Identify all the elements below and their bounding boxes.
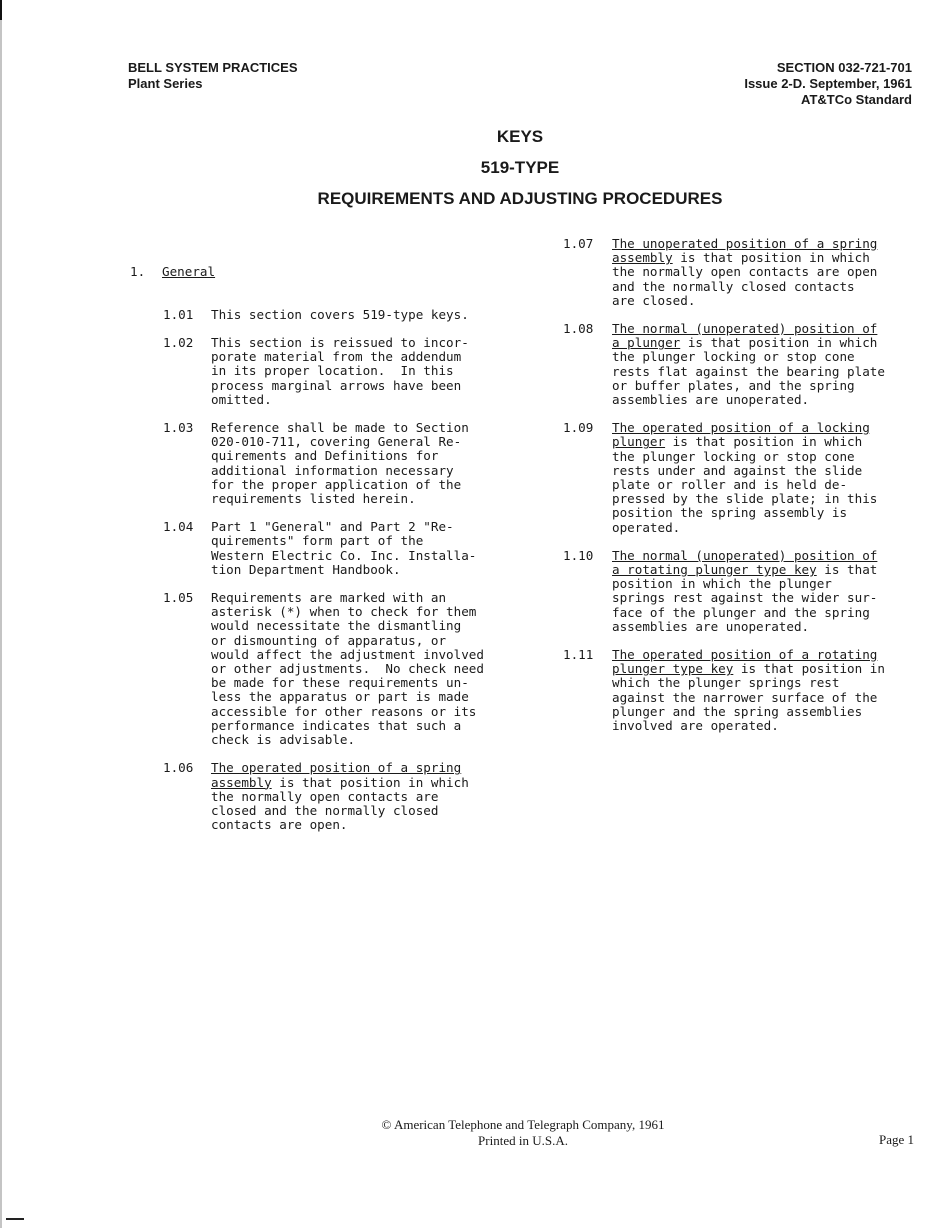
paragraph-body — [211, 308, 469, 322]
paragraph-line: process marginal arrows have been — [211, 377, 462, 393]
document-title: KEYS — [496, 127, 544, 146]
paragraph-line: for the proper application of the — [211, 476, 462, 492]
paragraph-line: the normally open contacts are — [211, 788, 439, 804]
paragraph-line: porate material from the addendum — [211, 349, 462, 365]
defined-term: plunger — [612, 434, 666, 450]
paragraph-line: against the narrower surface of the — [612, 689, 878, 705]
paragraph-line: plunger and the spring assemblies — [612, 703, 863, 719]
paragraph-1-08 — [563, 322, 923, 407]
paragraph-line: rests flat against the bearing plate — [612, 363, 885, 379]
paragraph-1-04 — [130, 520, 520, 577]
paragraph-line: rests under and against the slide — [612, 462, 863, 478]
paragraph-1-02 — [130, 336, 520, 407]
paragraph-line: check is advisable. — [211, 732, 356, 748]
paragraph-line: Reference shall be made to Section — [211, 420, 469, 436]
paragraph-number: 1.02 — [163, 335, 194, 351]
paragraph-line: less the apparatus or part is made — [211, 689, 469, 705]
paragraph-line: accessible for other reasons or its — [211, 703, 477, 719]
paragraph-number: 1.07 — [563, 236, 594, 251]
defined-term: assembly — [612, 250, 673, 266]
defined-term: The normal (unoperated) position of — [612, 321, 878, 337]
paragraph-number: 1.05 — [163, 590, 194, 606]
paragraph-number: 1.06 — [163, 760, 194, 776]
paragraph-body — [211, 591, 484, 747]
defined-term: The operated position of a spring — [211, 760, 462, 776]
line-text: is that position in — [733, 661, 885, 677]
paragraph-line: would necessitate the dismantling — [211, 618, 462, 634]
paragraph-line — [612, 549, 877, 563]
paragraph-body — [211, 520, 476, 577]
paragraph-line: 020-010-711, covering General Re- — [211, 434, 462, 450]
paragraph-line: performance indicates that such a — [211, 717, 462, 733]
paragraph-line: closed and the normally closed — [211, 802, 439, 818]
header-section-number: SECTION 032-721-701 — [776, 60, 912, 75]
defined-term: The operated position of a rotating — [612, 647, 878, 663]
document-subtitle: 519-TYPE — [480, 158, 560, 177]
paragraph-line — [612, 237, 877, 251]
defined-term: The normal (unoperated) position of — [612, 547, 878, 563]
paragraph-1-11 — [563, 648, 923, 733]
paragraph-line: position in which the plunger — [612, 576, 832, 592]
paragraph-line: would affect the adjustment involved — [211, 646, 484, 662]
right-column — [563, 237, 923, 747]
header-left — [128, 60, 298, 92]
paragraph-1-07 — [563, 237, 923, 308]
header-issue: Issue 2-D. September, 1961 — [744, 76, 912, 91]
paragraph-line: springs rest against the wider sur- — [612, 590, 878, 606]
paragraph-line — [612, 563, 877, 577]
paragraph-1-05 — [130, 591, 520, 747]
paragraph-line: in its proper location. In this — [211, 363, 454, 379]
paragraph-line: Part 1 "General" and Part 2 "Re- — [211, 519, 454, 535]
header-series: Plant Series — [128, 76, 203, 91]
paragraph-body — [211, 336, 469, 407]
paragraph-line: assemblies are unoperated. — [612, 392, 810, 408]
paragraph-line — [612, 648, 885, 662]
paragraph-line: involved are operated. — [612, 718, 779, 734]
paragraph-line — [211, 776, 469, 790]
header-right — [744, 60, 912, 108]
paragraph-line: assemblies are unoperated. — [612, 618, 810, 634]
header-standard: AT&TCo Standard — [801, 92, 912, 107]
paragraph-line — [612, 421, 877, 435]
paragraph-line: the normally open contacts are open — [612, 264, 878, 280]
paragraph-body — [211, 761, 469, 832]
paragraph-line: or buffer plates, and the spring — [612, 377, 855, 393]
page-edge-mark — [0, 0, 2, 20]
page-edge-rule — [0, 0, 2, 1228]
paragraph-line: contacts are open. — [211, 817, 348, 833]
paragraph-line: requirements listed herein. — [211, 491, 416, 507]
defined-term: The unoperated position of a spring — [612, 236, 878, 251]
page-number: Page 1 — [878, 1132, 914, 1147]
paragraph-body — [612, 549, 877, 634]
paragraph-1-09 — [563, 421, 923, 535]
line-text: is that position in which — [672, 250, 870, 266]
header-practices: BELL SYSTEM PRACTICES — [128, 60, 298, 75]
paragraph-line — [612, 251, 877, 265]
paragraph-1-01 — [130, 308, 520, 322]
paragraph-1-10 — [563, 549, 923, 634]
line-text: is that — [816, 562, 878, 578]
paragraph-line: operated. — [612, 519, 681, 535]
left-column — [130, 237, 520, 846]
paragraph-line: tion Department Handbook. — [211, 561, 401, 577]
paragraph-body — [612, 648, 885, 733]
paragraph-line: plate or roller and is held de- — [612, 477, 848, 493]
margin-mark — [6, 1218, 24, 1220]
section-heading — [130, 265, 520, 279]
defined-term: The operated position of a locking — [612, 420, 870, 436]
paragraph-line: Requirements are marked with an — [211, 590, 447, 606]
paragraph-line — [612, 336, 885, 350]
paragraph-number: 1.03 — [163, 420, 194, 436]
printed-line: Printed in U.S.A. — [478, 1133, 568, 1148]
paragraph-number: 1.09 — [563, 420, 594, 436]
paragraph-line: be made for these requirements un- — [211, 675, 469, 691]
paragraph-line: which the plunger springs rest — [612, 675, 840, 691]
paragraph-line: pressed by the slide plate; in this — [612, 491, 878, 507]
paragraph-number: 1.04 — [163, 519, 194, 535]
copyright-line: © American Telephone and Telegraph Company, 1961 — [381, 1117, 665, 1132]
paragraph-1-06 — [130, 761, 520, 832]
paragraph-line: Western Electric Co. Inc. Installa- — [211, 547, 477, 563]
paragraph-body — [211, 421, 469, 506]
paragraph-line: quirements and Definitions for — [211, 448, 439, 464]
defined-term: assembly — [211, 774, 272, 790]
paragraph-line: face of the plunger and the spring — [612, 604, 870, 620]
footer — [0, 1117, 950, 1149]
paragraph-line: This section covers 519-type keys. — [211, 306, 469, 322]
paragraph-line — [612, 435, 877, 449]
paragraph-line: This section is reissued to incor- — [211, 335, 469, 351]
section-title: General — [162, 264, 216, 280]
paragraph-line — [612, 322, 885, 336]
paragraph-number: 1.10 — [563, 547, 594, 563]
paragraph-line: asterisk (*) when to check for them — [211, 604, 477, 620]
paragraph-number: 1.11 — [563, 647, 594, 663]
paragraph-line — [211, 761, 469, 775]
paragraph-line: or other adjustments. No check need — [211, 661, 484, 677]
paragraph-body — [612, 421, 877, 535]
line-text: is that position in which — [665, 434, 863, 450]
paragraph-line: quirements" form part of the — [211, 533, 424, 549]
paragraph-line: the plunger locking or stop cone — [612, 448, 855, 464]
document-heading: REQUIREMENTS AND ADJUSTING PROCEDURES — [317, 189, 723, 208]
paragraph-body — [612, 322, 885, 407]
paragraph-body — [612, 237, 877, 308]
defined-term: a plunger — [612, 335, 681, 351]
paragraph-line: omitted. — [211, 391, 272, 407]
paragraph-line: the plunger locking or stop cone — [612, 349, 855, 365]
defined-term: plunger type key — [612, 661, 734, 677]
paragraph-line: are closed. — [612, 292, 696, 308]
paragraph-line: position the spring assembly is — [612, 505, 848, 521]
line-text: is that position in which — [680, 335, 878, 351]
paragraph-number: 1.08 — [563, 321, 594, 337]
paragraph-1-03 — [130, 421, 520, 506]
paragraph-number: 1.01 — [163, 306, 194, 322]
paragraph-line — [612, 662, 885, 676]
section-number: 1. — [130, 264, 146, 280]
defined-term: a rotating plunger type key — [612, 562, 817, 578]
line-text: is that position in which — [271, 774, 469, 790]
paragraph-line: and the normally closed contacts — [612, 278, 855, 294]
paragraph-line: additional information necessary — [211, 462, 454, 478]
paragraph-line: or dismounting of apparatus, or — [211, 632, 447, 648]
